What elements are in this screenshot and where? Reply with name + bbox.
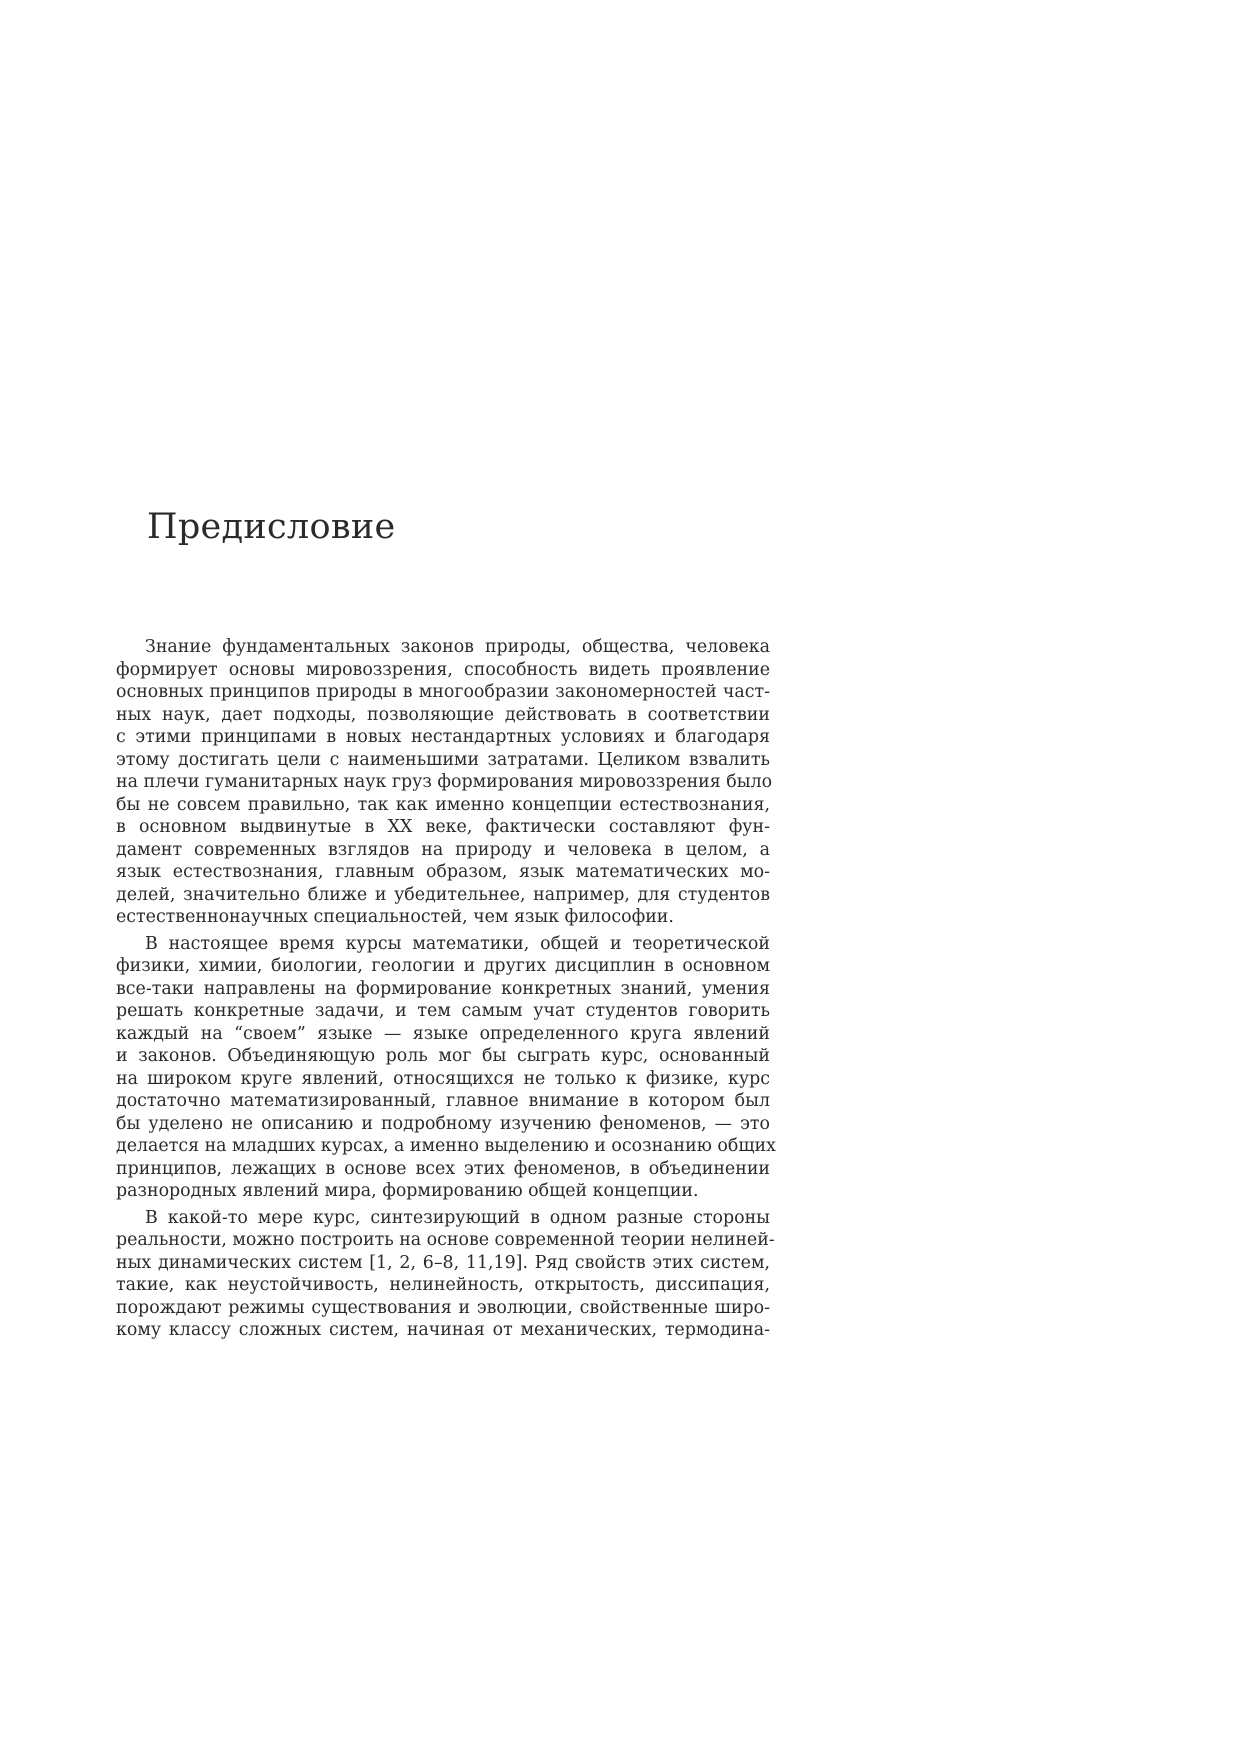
text-line: на широком круге явлений, относящихся не только к физике, курс	[116, 1068, 770, 1089]
chapter-title: Предисловие	[147, 507, 396, 547]
text-line: ных динамических систем [1, 2, 6–8, 11,19]. Ряд свойств этих систем,	[116, 1252, 770, 1273]
text-line: порождают режимы существования и эволюции, свойственные широ-	[116, 1297, 770, 1318]
body-text	[116, 636, 776, 1346]
text-line: В настоящее время курсы математики, общей и теоретической	[145, 933, 770, 954]
text-line: и законов. Объединяющую роль мог бы сыграть курс, основанный	[116, 1046, 770, 1066]
text-line: Знание фундаментальных законов природы, общества, человека	[145, 637, 770, 657]
text-line: каждый на “своем” языке — языке определенного круга явлений	[116, 1023, 770, 1044]
text-line: кому классу сложных систем, начиная от механических, термодина-	[116, 1320, 770, 1340]
paragraph	[116, 933, 776, 1203]
paragraph	[116, 1207, 775, 1342]
text-line: естественнонаучных специальностей, чем язык философии.	[116, 907, 674, 927]
text-line: делается на младших курсах, а именно выделению и осознанию общих	[116, 1136, 776, 1156]
text-line: формирует основы мировоззрения, способность видеть проявление	[116, 659, 770, 680]
text-line: достаточно математизированный, главное внимание в котором был	[116, 1091, 770, 1111]
text-line: дамент современных взглядов на природу и человека в целом, а	[116, 839, 770, 860]
text-line: на плечи гуманитарных наук груз формирования мировоззрения было	[116, 772, 773, 792]
text-line: с этими принципами в новых нестандартных условиях и благодаря	[116, 727, 770, 747]
text-line: язык естествознания, главным образом, язык математических мо-	[116, 862, 770, 882]
text-line: делей, значительно ближе и убедительнее, например, для студентов	[116, 884, 770, 905]
text-line: этому достигать цели с наименьшими затратами. Целиком взвалить	[116, 749, 770, 770]
text-line: разнородных явлений мира, формированию общей концепции.	[116, 1181, 699, 1201]
text-line: такие, как неустойчивость, нелинейность, открытость, диссипация,	[116, 1275, 770, 1295]
text-line: ных наук, дает подходы, позволяющие действовать в соответствии	[116, 704, 770, 725]
text-line: В какой-то мере курс, синтезирующий в одном разные стороны	[145, 1207, 770, 1228]
text-line: бы уделено не описанию и подробному изучению феноменов, — это	[116, 1113, 770, 1134]
text-line: все-таки направлены на формирование конкретных знаний, умения	[116, 978, 770, 999]
text-line: принципов, лежащих в основе всех этих феноменов, в объединении	[116, 1158, 770, 1179]
text-line: бы не совсем правильно, так как именно концепции естествознания,	[116, 794, 770, 815]
text-line: решать конкретные задачи, и тем самым учат студентов говорить	[116, 1001, 770, 1021]
text-line: реальности, можно построить на основе современной теории нелиней-	[116, 1230, 775, 1250]
paragraph	[116, 636, 773, 929]
text-line: физики, химии, биологии, геологии и других дисциплин в основном	[116, 956, 770, 976]
text-line: основных принципов природы в многообразии закономерностей част-	[116, 682, 770, 702]
text-line: в основном выдвинутые в XX веке, фактически составляют фун-	[116, 817, 770, 837]
